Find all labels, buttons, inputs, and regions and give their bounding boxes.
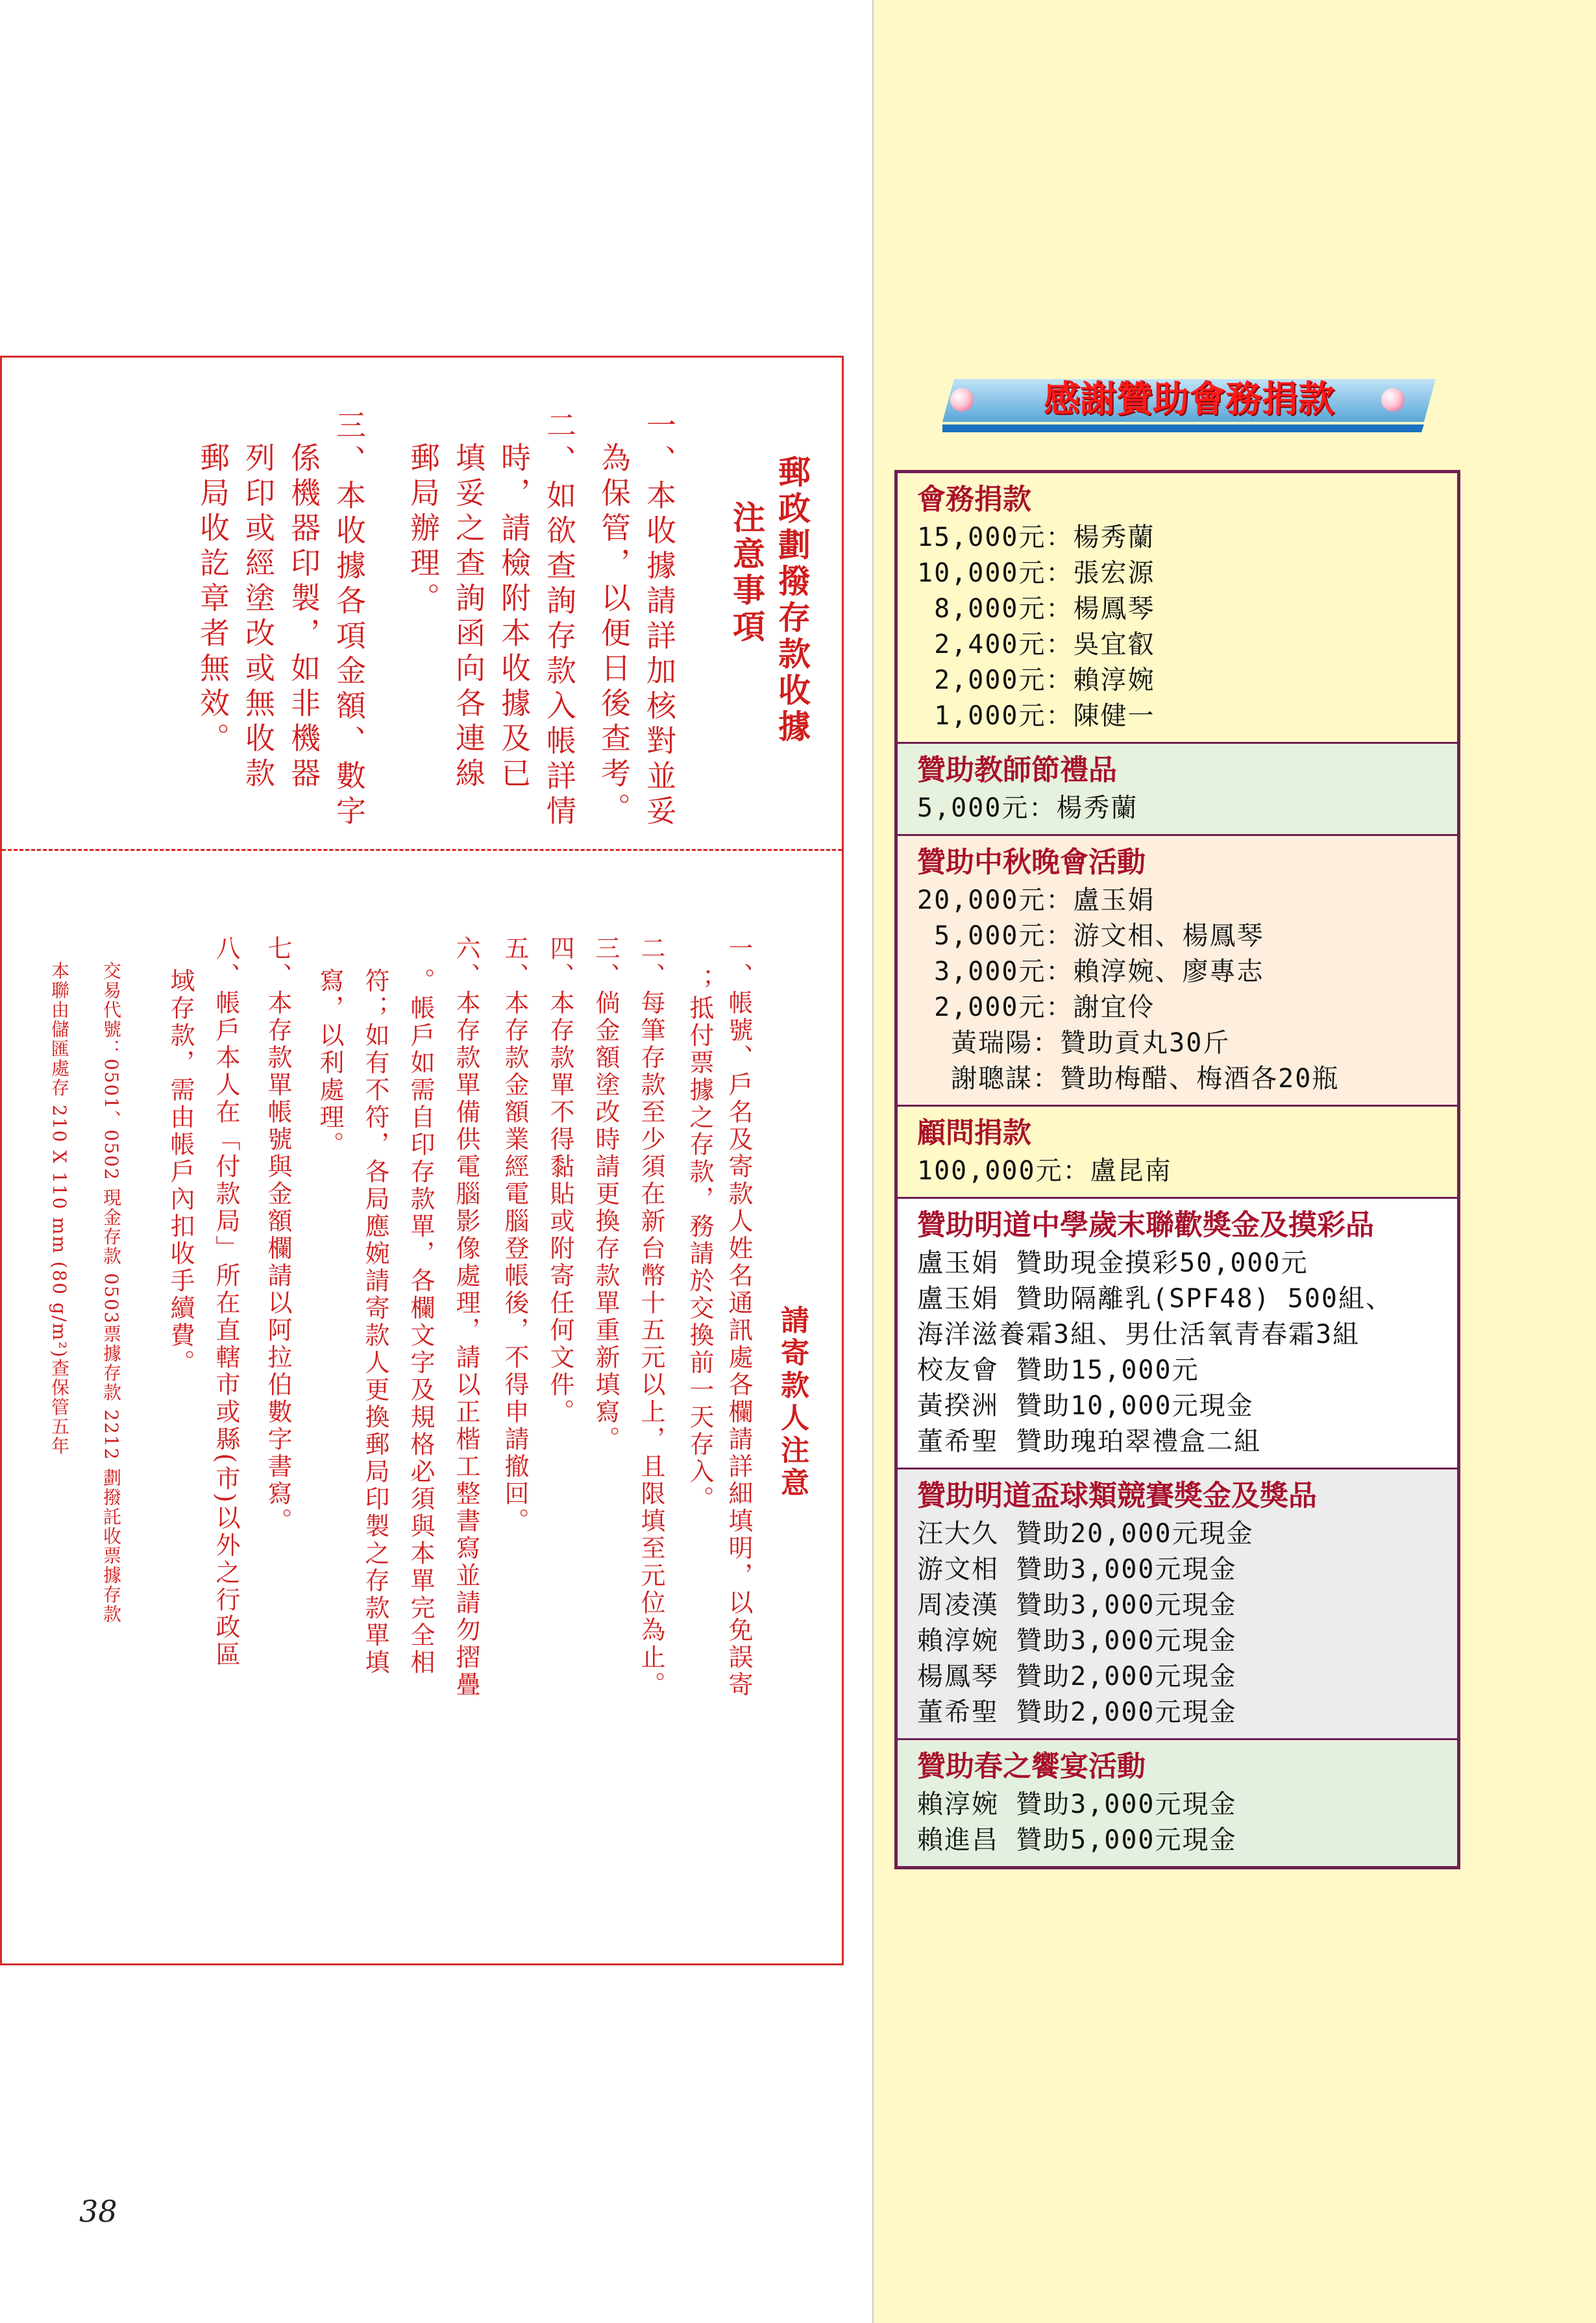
donation-entry: 賴進昌 贊助5,000元現金	[917, 1825, 1237, 1855]
donation-entry: 董希聖 贊助瑰珀翠禮盒二組	[917, 1427, 1262, 1456]
donation-entry: 10,000元：張宏源	[917, 558, 1155, 588]
donation-entry: 校友會 贊助15,000元	[917, 1355, 1199, 1385]
receipt-footer-codes: 交易代號：0501、0502 現金存款 0503票據存款 2212 劃撥託收票據存款	[101, 961, 122, 1624]
donation-entry: 楊鳳琴 贊助2,000元現金	[917, 1662, 1237, 1691]
receipt-note: 三、本收據各項金額、數字	[332, 410, 367, 830]
depositor-note: 六、本存款單備供電腦影像處理，請以正楷工整書寫並請勿摺疊	[452, 935, 480, 1699]
receipt-subtitle: 注意事項	[728, 500, 766, 646]
donation-section	[898, 473, 1457, 742]
donation-entry: 2,400元：吳宜叡	[917, 630, 1155, 659]
depositor-note: 七、本存款單帳號與金額欄請以阿拉伯數字書寫。	[264, 935, 292, 1535]
depositor-note: 八、帳戶本人在「付款局」所在直轄市或縣(市)以外之行政區	[212, 935, 240, 1669]
depositor-note: 五、本存款金額業經電腦登帳後，不得申請撤回。	[500, 935, 529, 1535]
depositor-note: 四、本存款單不得黏貼或附寄任何文件。	[546, 935, 574, 1426]
depositor-note: 符；如有不符，各局應婉請寄款人更換郵局印製之存款單填	[361, 968, 389, 1677]
donation-entry: 20,000元：盧玉娟	[917, 885, 1155, 915]
donation-entry: 2,000元：賴淳婉	[917, 665, 1155, 695]
donation-section-title: 會務捐款	[917, 483, 1031, 516]
donation-entry: 8,000元：楊鳳琴	[917, 594, 1155, 624]
donation-entry: 2,000元：謝宜伶	[917, 992, 1155, 1022]
receipt-note: 時，請檢附本收據及已	[497, 442, 532, 793]
receipt-note: 郵局收訖章者無效。	[195, 442, 230, 757]
donation-entry: 周凌漢 贊助3,000元現金	[917, 1590, 1237, 1620]
donation-section	[898, 1738, 1457, 1866]
donation-entry: 15,000元：楊秀蘭	[917, 522, 1155, 552]
depositor-note: 域存款，需由帳戶內扣收手續費。	[166, 968, 195, 1377]
donation-entry: 盧玉娟 贊助現金摸彩50,000元	[917, 1248, 1308, 1278]
donation-entry: 盧玉娟 贊助隔離乳(SPF48) 500組、	[917, 1284, 1393, 1314]
donation-entry: 1,000元：陳健一	[917, 701, 1155, 731]
donation-section-title: 贊助明道盃球類競賽獎金及獎品	[917, 1479, 1317, 1512]
receipt-note: 郵局辦理。	[406, 442, 441, 617]
receipt-panel	[0, 356, 844, 1965]
donation-entry: 董希聖 贊助2,000元現金	[917, 1697, 1237, 1727]
donation-entry: 5,000元：楊秀蘭	[917, 793, 1138, 823]
banner-title: 感謝贊助會務捐款	[1044, 378, 1334, 421]
receipt-note: 為保管，以便日後查考。	[596, 442, 632, 828]
donation-section-title: 贊助中秋晚會活動	[917, 846, 1146, 879]
depositor-title: 請寄款人注意	[776, 1305, 809, 1500]
receipt-note: 二、如欲查詢存款入帳詳情	[542, 410, 577, 830]
depositor-note: 一、帳號、戶名及寄款人姓名通訊處各欄請詳細填明，以免誤寄	[724, 935, 753, 1699]
donation-entry: 賴淳婉 贊助3,000元現金	[917, 1626, 1237, 1656]
donation-section	[898, 1105, 1457, 1197]
donation-table	[894, 470, 1460, 1869]
receipt-divider	[2, 849, 842, 851]
donation-section-title: 贊助春之饗宴活動	[917, 1750, 1146, 1783]
donation-section	[898, 742, 1457, 834]
receipt-footer-storage: 本聯由儲匯處存 210 X 110 mm (80 g/m²)查保管五年	[49, 961, 70, 1456]
donation-entry: 100,000元：盧昆南	[917, 1156, 1172, 1186]
donation-entry: 3,000元：賴淳婉、廖專志	[917, 957, 1264, 987]
donation-entry: 5,000元：游文相、楊鳳琴	[917, 921, 1264, 951]
receipt-note: 係機器印製，如非機器	[286, 442, 321, 793]
receipt-note: 一、本收據請詳加核對並妥	[642, 410, 677, 830]
depositor-note: 寫，以利處理。	[315, 968, 344, 1159]
donation-section	[898, 1197, 1457, 1468]
donation-section-title: 贊助明道中學歲末聯歡獎金及摸彩品	[917, 1209, 1374, 1242]
right-bead-icon	[1381, 388, 1405, 412]
donation-entry: 游文相 贊助3,000元現金	[917, 1555, 1237, 1584]
donation-section	[898, 1468, 1457, 1738]
receipt-title: 郵政劃撥存款收據	[773, 455, 811, 746]
page-number: 38	[79, 2194, 117, 2229]
receipt-note: 列印或經塗改或無收款	[241, 442, 276, 793]
depositor-note: 。帳戶如需自印存款單，各欄文字及規格必須與本單完全相	[406, 968, 435, 1677]
donation-section-title: 贊助教師節禮品	[917, 754, 1117, 787]
depositor-note: ；抵付票據之存款，務請於交換前一天存入。	[685, 968, 714, 1513]
donation-section	[898, 834, 1457, 1105]
donation-entry: 海洋滋養霜3組、男仕活氧青春霜3組	[917, 1320, 1360, 1349]
depositor-note: 二、每筆存款至少須在新台幣十五元以上，且限填至元位為止。	[637, 935, 665, 1699]
donation-entry: 汪大久 贊助20,000元現金	[917, 1519, 1254, 1549]
donation-section-title: 顧問捐款	[917, 1116, 1031, 1149]
donation-entry: 黃瑞陽：贊助貢丸30斤	[917, 1028, 1231, 1058]
donation-entry: 黃揆洲 贊助10,000元現金	[917, 1391, 1254, 1421]
donation-entry: 賴淳婉 贊助3,000元現金	[917, 1789, 1237, 1819]
depositor-note: 三、倘金額塗改時請更換存款單重新填寫。	[591, 935, 620, 1453]
receipt-note: 填妥之查詢函向各連線	[451, 442, 486, 793]
donation-entry: 謝聰謀：贊助梅醋、梅酒各20瓶	[917, 1064, 1340, 1094]
sponsor-banner	[942, 375, 1436, 434]
